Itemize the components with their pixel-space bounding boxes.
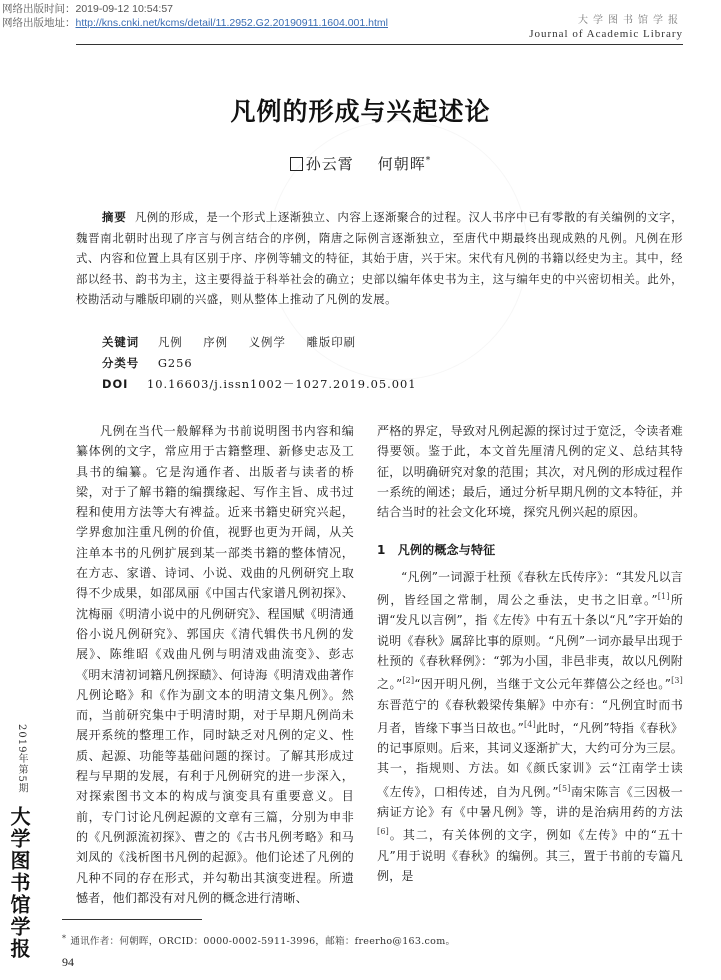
page-number: 94 (62, 955, 74, 969)
author-2: 何朝晖 (377, 155, 426, 173)
footnote (62, 933, 455, 947)
keyword: 义例学 (248, 335, 286, 349)
abstract-text: 凡例的形成，是一个形式上逐渐独立、内容上逐渐聚合的过程。汉人书序中已有零散的有关编例的文字，魏晋南北朝时出现了序言与例言结合的序例，隋唐之际例言逐渐独立，至唐代中期最终出现成熟的凡例。凡例在形式、内容和位置上具有区别于序、序例等辅文的特征，其始于唐，兴于宋。宋代有凡例的书籍以经史为主。其中，经部以经书、韵书为主，这主要得益于科举社会的确立；史部以编年体史书为主，这与编年史的中兴密切相关。此外，校勘活动与雕版印刷的兴盛，则从整体上推动了凡例的发展。 (76, 210, 683, 307)
keyword: 雕版印刷 (306, 335, 357, 349)
intro-paragraph: 凡例在当代一般解释为书前说明图书内容和编纂体例的文字，常应用于古籍整理、新修史志及工具书的编纂。它是沟通作者、出版者与读者的桥梁，对于了解书籍的编撰缘起、写作主旨、成书过程和使用方法等大有裨益。近来书籍史研究兴起，学界愈加注重凡例的价值，视野也更为开阔，从关注单本书的凡例扩展到某一部类书籍的整体情况，在方志、家谱、诗词、小说、戏曲的凡例研究上取得不少成果，如邵凤丽《中国古代家谱凡例初探》、沈梅丽《明清小说中的凡例研究》、程国赋《明清通俗小说凡例研究》、郭国庆《清代辑佚书凡例的发展》、陈维昭《戏曲凡例与明清戏曲流变》、彭志《明末清初词籍凡例探赜》、何诗海《明清戏曲著作凡例论略》和《作为副文本的明清文集凡例》。然而，当前研究集中于明清时期，对于早期凡例尚未展开系统的整理工作，同时缺乏对凡例的定义、性质、起源、功能等基础问题的探讨。了解其形成过程与早期的发展，有利于凡例研究的进一步深入，对探索图书文本的构成与演变具有重要意义。目前，专门讨论凡例起源的文章有三篇，分别为申非的《凡例源流初探》、曹之的《古书凡例考略》和马刘凤的《浅析图书凡例的起源》。他们论述了凡例的凡种不同的存在形式，并勾勒出其演变进程。所遗憾者，他们都没有对凡例的概念进行清晰、 (76, 424, 354, 905)
author-mark: * (425, 156, 432, 166)
doi-value: 10.16603/j.issn1002－1027.2019.05.001 (147, 377, 417, 391)
classification-value: G256 (157, 356, 193, 370)
keyword: 凡例 (157, 335, 183, 349)
author-box-icon (290, 157, 303, 171)
journal-name-cn: 大学图书馆学报 (578, 15, 683, 26)
author-line (0, 153, 721, 174)
body-right-column (377, 421, 683, 886)
keywords-label: 关键词 (102, 335, 140, 349)
doi-label: DOI (102, 377, 129, 391)
article-title: 凡例的形成与兴起述论 (230, 97, 491, 126)
classification-label: 分类号 (102, 356, 140, 370)
footnote-text: 通讯作者：何朝晖，ORCID：0000-0002-5911-3996，邮箱：freerho@163.com。 (70, 936, 456, 947)
keyword: 序例 (203, 335, 229, 349)
issue-label: 2019年第5期 (16, 724, 27, 794)
publish-address-link[interactable]: http://kns.cnki.net/kcms/detail/11.2952.G2.20190911.1604.001.html (75, 17, 388, 29)
journal-name-en: Journal of Academic Library (529, 28, 683, 40)
section-paragraph: “凡例”一词源于杜预《春秋左氏传序》：“其发凡以言例，皆经国之常制，周公之垂法，史书之旧章。”[1]所谓“发凡以言例”，指《左传》中有五十条以“凡”字开始的说明《春秋》属辞比事的原则。“凡例”一词亦最早出现于杜预的《春秋释例》：“郭为小国，非邑非夷，故以凡例附之。”[2]“因开明凡例，当继于文公元年葬僖公之经也。”[3]东晋范宁的《春秋穀梁传集解》中亦有：“凡例宜时而书月者，皆缘下事当日故也。”[4]此时，“凡例”特指《春秋》的记事原则。后来，其词义逐渐扩大，大约可分为三层。其一，指规则、方法。如《颜氏家训》云“江南学士读《左传》，口相传述，自为凡例。”[5]南宋陈言《三因极一病证方论》有《中暑凡例》等，讲的是治病用药的方法[6]。其二，有关体例的文字，例如《左传》中的“五十凡”用于说明《春秋》的编例。其三，置于书前的专篇凡例，是 (377, 569, 683, 883)
footnote-mark: * (62, 934, 67, 943)
classification (102, 354, 193, 372)
author-1: 孙云霄 (305, 155, 354, 173)
citation-ref[interactable]: [6] (377, 827, 389, 837)
journal-logo: 大学图书馆学报 (7, 806, 31, 960)
section-heading: 1 凡例的概念与特征 (377, 543, 496, 558)
header-rule (76, 44, 683, 45)
publish-address (2, 16, 388, 30)
keywords (102, 333, 372, 351)
citation-ref[interactable]: [3] (671, 676, 683, 686)
doi (102, 375, 416, 393)
citation-ref[interactable]: [5] (558, 783, 571, 793)
journal-header (383, 14, 683, 41)
abstract (76, 207, 683, 310)
network-publish-info (2, 2, 388, 30)
publish-address-label: 网络出版地址： (2, 17, 76, 29)
intro-paragraph-continued: 严格的界定，导致对凡例起源的探讨过于宽泛，令读者难得要领。鉴于此，本文首先厘清凡例的定义、总结其特征，以明确研究对象的范围；其次，对凡例的形成过程作一系统的阐述；最后，通过分析早期凡例的文本特征，并结合当时的社会文化环境，探究凡例兴起的原因。 (377, 424, 683, 520)
citation-ref[interactable]: [1] (657, 592, 670, 602)
citation-ref[interactable]: [2] (402, 676, 415, 686)
citation-ref[interactable]: [4] (523, 719, 536, 729)
body-left-column (76, 421, 354, 908)
publish-time: 网络出版时间：2019-09-12 10:54:57 (2, 3, 173, 15)
abstract-label: 摘要 (102, 210, 127, 224)
footnote-rule (62, 919, 202, 920)
